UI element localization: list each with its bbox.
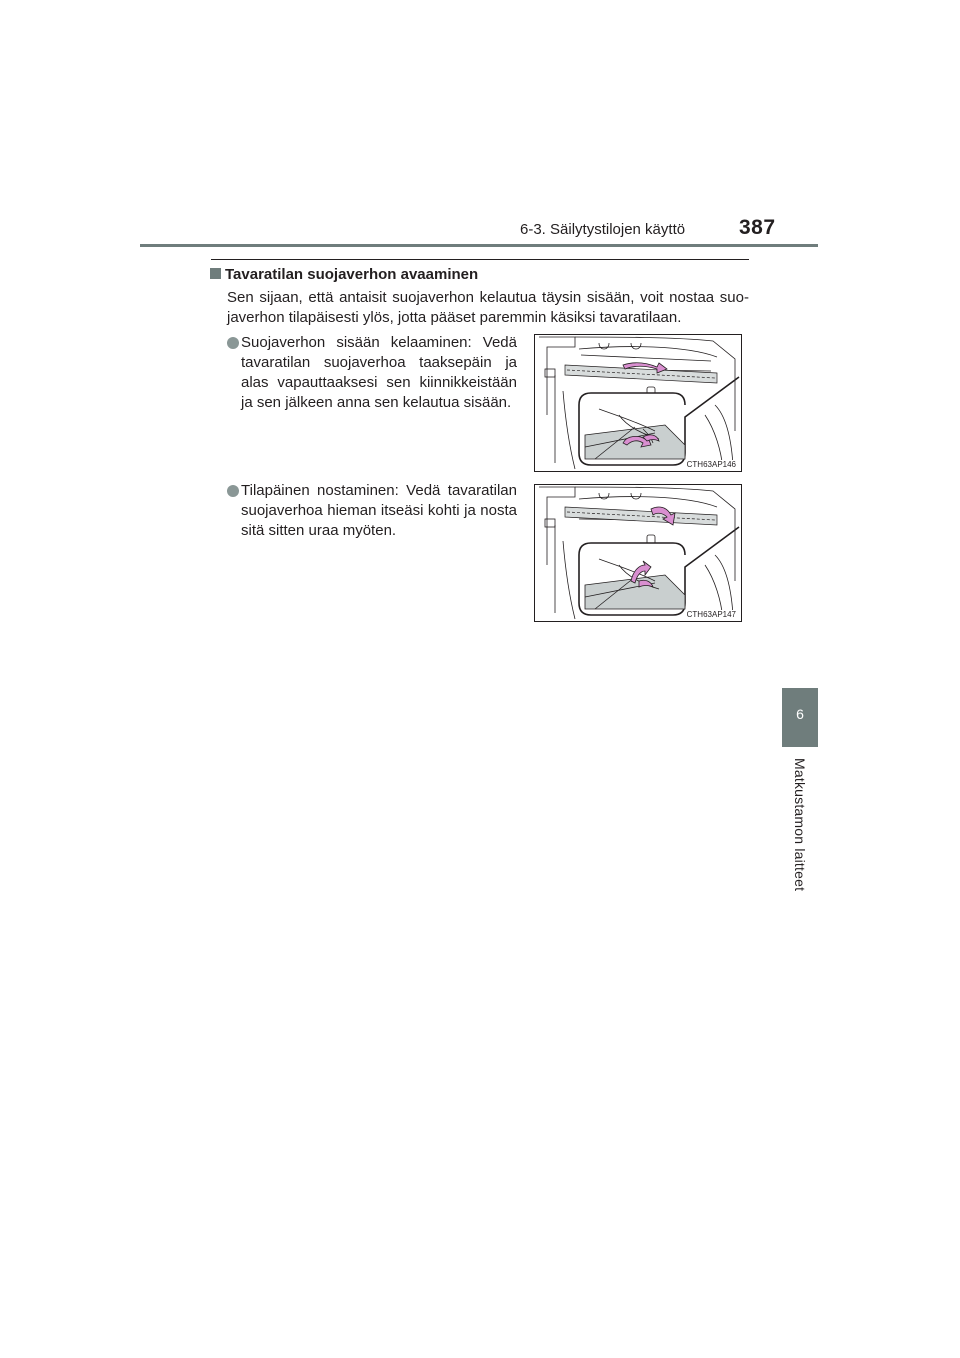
bullet-dot-icon bbox=[227, 485, 239, 497]
bullet-dot-icon bbox=[227, 337, 239, 349]
cargo-cover-lift-illustration bbox=[535, 485, 741, 621]
figure-code: CTH63AP146 bbox=[686, 460, 736, 469]
list-item bbox=[227, 481, 517, 541]
chapter-title: Matkustamon laitteet bbox=[792, 758, 808, 892]
illustration-temporary-lift bbox=[534, 484, 742, 622]
chapter-number: 6 bbox=[796, 706, 804, 722]
figure-code: CTH63AP147 bbox=[686, 610, 736, 619]
section-heading-text: Tavaratilan suojaverhon avaaminen bbox=[225, 266, 479, 283]
list-item-text: Tilapäinen nostaminen: Vedä tavaratilan suojaverhoa hieman itseäsi kohti ja nosta sitä sitten uraa myöten. bbox=[241, 482, 517, 539]
page-number: 387 bbox=[739, 216, 776, 239]
running-header-section: 6-3. Säilytystilojen käyttö bbox=[520, 221, 686, 238]
section-heading bbox=[210, 266, 478, 283]
illustration-roll-in bbox=[534, 334, 742, 472]
header-rule bbox=[140, 244, 818, 247]
section-rule bbox=[211, 259, 749, 260]
cargo-cover-roll-illustration bbox=[535, 335, 741, 471]
list-item bbox=[227, 333, 517, 413]
square-bullet-icon bbox=[210, 268, 221, 279]
chapter-tab bbox=[782, 688, 818, 747]
list-item-text: Suojaverhon sisään kelaaminen: Vedä tavaratilan suojaverhoa taaksepäin ja alas vapauttaaksesi sen kiinnikkeistään ja sen jälkeen anna sen kelautua sisään. bbox=[241, 334, 517, 411]
intro-paragraph: Sen sijaan, että antaisit suojaverhon kelautua täysin sisään, voit nostaa suo-javerhon tilapäisesti ylös, jotta pääset paremmin käsiksi tavaratilaan. bbox=[227, 289, 749, 326]
